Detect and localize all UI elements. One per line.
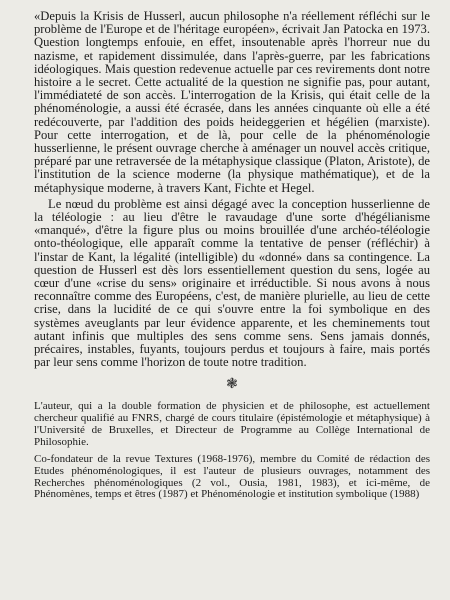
bio-paragraph-2: Co-fondateur de la revue Textures (1968-1976), membre du Comité de rédaction des Etudes phénoménologiques, il est l'auteur de plusieurs ouvrages, notamment des Recherches phénoménologiques (2 vol., Ousia, 1981, 1983), et ici-même, de Phénomènes, temps et êtres (1987) et Phénoménologie et institution symbolique (1988)	[34, 453, 430, 501]
blurb-paragraph-1: «Depuis la Krisis de Husserl, aucun philosophe n'a réellement réfléchi sur le problème de l'Europe et de l'héritage européen», écrivait Jan Patocka en 1973. Question longtemps enfouie, en effet, insoutenable après l'horreur nue du nazisme, et rapidement dissimulée, dans l'après-guerre, par les fabrications idéologiques. Mais question redevenue actuelle par ces revirements dont notre histoire a le secret. Cette actualité de la question ne signifie pas, pour autant, l'immédiateté de son accès. L'interrogation de la Krisis, qui était celle de la phénoménologie, a aussi été écrasée, dans les années cinquante où elle a été redécouverte, par l'addition des poids heideggerien et hégélien (marxiste). Pour cette interrogation, et de là, pour celle de la phénoménologie husserlienne, le présent ouvrage cherche à aménager un nouvel accès critique, préparé par une retraversée de la métaphysique classique (Platon, Aristote), de l'institution de la science moderne (la physique mathématique), et de la métaphysique moderne, à travers Kant, Fichte et Hegel.	[34, 9, 430, 195]
blurb-paragraph-2: Le nœud du problème est ainsi dégagé avec la conception husserlienne de la téléologie : au lieu d'être le ravaudage d'une sorte d'hégélianisme «manqué», d'être la figure plus ou moins brouillée d'une archéo-téléologie onto-théologique, elle apparaît comme la tentative de penser (réfléchir) à l'instar de Kant, la légalité (intelligible) du «donné» dans sa contingence. La question de Husserl est dès lors essentiellement question du sens, logée au cœur d'une «crise du sens» originaire et irréductible. Si nous avons à nous reconnaître comme des Européens, c'est, de manière plurielle, au lieu de cette crise, dans la lucidité de ce qui s'ouvre entre la foi symbolique en des systèmes aveuglants par leur évidence apparente, et les cheminements tout autant infinis que multiples des sens comme sens. Sens jamais donnés, précaires, instables, fuyants, toujours perdus et toujours à faire, mais portés par leur sens comme l'horizon de toute notre tradition.	[34, 196, 430, 370]
author-bio	[34, 401, 430, 501]
bio-paragraph-1: L'auteur, qui a la double formation de physicien et de philosophe, est actuellement chercheur qualifié au FNRS, chargé de cours titulaire (épistémologie et métaphysique) à l'Université de Bruxelles, et Directeur de Programme au Collège International de Philosophie.	[34, 400, 430, 448]
asterism-separator: ❃	[226, 377, 238, 393]
blurb	[34, 10, 430, 369]
